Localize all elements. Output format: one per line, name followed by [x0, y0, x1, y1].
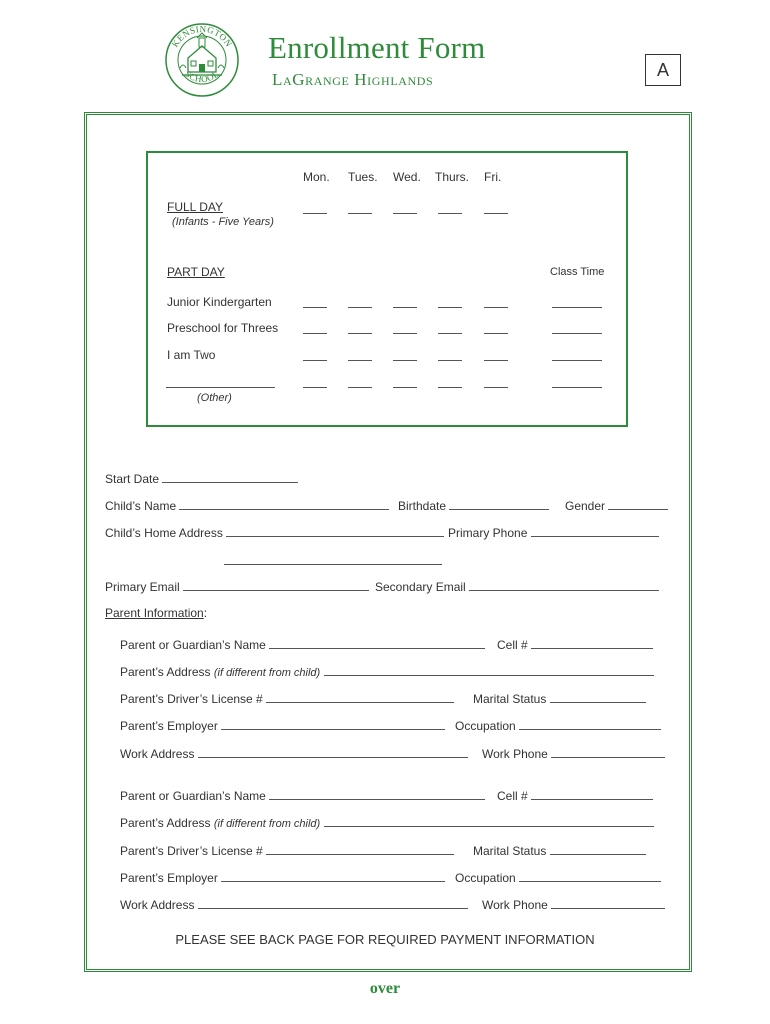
p1-guardian-name-field[interactable]	[269, 637, 485, 649]
part-day-row-3-day-4-field[interactable]	[484, 376, 508, 388]
p2-work-address-label: Work Address	[120, 898, 195, 912]
part-day-row-0-day-3-field[interactable]	[438, 296, 462, 308]
part-day-label: PART DAY	[167, 265, 225, 279]
p2-cell-field[interactable]	[531, 788, 653, 800]
part-day-row-2-day-3-field[interactable]	[438, 349, 462, 361]
birthdate-label: Birthdate	[398, 499, 447, 513]
part-day-row-1-class-time-field[interactable]	[552, 322, 602, 334]
program-other-field[interactable]	[166, 376, 275, 388]
p2-license-label: Parent’s Driver’s License #	[120, 844, 263, 858]
part-day-row-0-class-time-field[interactable]	[552, 296, 602, 308]
p2-occupation-label: Occupation	[455, 871, 516, 885]
p1-work-address-label: Work Address	[120, 747, 195, 761]
program-other-note: (Other)	[197, 392, 232, 404]
full-day-note: (Infants - Five Years)	[172, 216, 274, 228]
part-day-row-2-day-4-field[interactable]	[484, 349, 508, 361]
over-label: over	[369, 980, 401, 997]
payment-notice: PLEASE SEE BACK PAGE FOR REQUIRED PAYMENT INFORMATION	[175, 932, 595, 947]
birthdate-field[interactable]	[449, 498, 549, 510]
day-header-wed: Wed.	[393, 170, 421, 184]
part-day-row-0-day-2-field[interactable]	[393, 296, 417, 308]
form-letter-box: A	[645, 54, 681, 86]
p1-employer-field[interactable]	[221, 718, 445, 730]
part-day-row-3-day-3-field[interactable]	[438, 376, 462, 388]
p2-address-note: (if different from child)	[213, 818, 321, 830]
home-address-field[interactable]	[226, 525, 444, 537]
part-day-row-1-day-3-field[interactable]	[438, 322, 462, 334]
part-day-row-1-day-4-field[interactable]	[484, 322, 508, 334]
part-day-row-1-day-2-field[interactable]	[393, 322, 417, 334]
day-header-fri: Fri.	[484, 170, 502, 184]
secondary-email-label: Secondary Email	[375, 580, 466, 594]
logo-text-top: KENSINGTON	[169, 23, 235, 49]
p1-license-label: Parent’s Driver’s License #	[120, 692, 263, 706]
p1-work-phone-label: Work Phone	[482, 747, 548, 761]
part-day-row-3-class-time-field[interactable]	[552, 376, 602, 388]
p1-occupation-field[interactable]	[519, 718, 661, 730]
p1-cell-label: Cell #	[497, 638, 528, 652]
start-date-field[interactable]	[162, 471, 298, 483]
school-logo	[164, 22, 240, 98]
part-day-row-2-day-2-field[interactable]	[393, 349, 417, 361]
p1-address-label: Parent’s Address	[120, 665, 211, 679]
start-date-label: Start Date	[105, 472, 160, 486]
p2-address-label: Parent’s Address	[120, 816, 211, 830]
p2-cell-label: Cell #	[497, 789, 528, 803]
p2-guardian-name-label: Parent or Guardian’s Name	[120, 789, 266, 803]
day-header-tue: Tues.	[348, 170, 378, 184]
p1-marital-field[interactable]	[550, 691, 646, 703]
p1-address-note: (if different from child)	[213, 667, 321, 679]
full-day-day-1-field[interactable]	[348, 202, 372, 214]
form-title: Enrollment Form	[268, 30, 486, 65]
p2-license-field[interactable]	[266, 843, 454, 855]
p1-guardian-name-label: Parent or Guardian’s Name	[120, 638, 266, 652]
full-day-day-3-field[interactable]	[438, 202, 462, 214]
secondary-email-field[interactable]	[469, 579, 659, 591]
p1-employer-label: Parent’s Employer	[120, 719, 218, 733]
part-day-row-2-day-1-field[interactable]	[348, 349, 372, 361]
day-header-thu: Thurs.	[435, 170, 470, 184]
home-address-line2-field[interactable]	[224, 553, 442, 565]
full-day-label: FULL DAY	[167, 200, 224, 214]
part-day-row-0-day-4-field[interactable]	[484, 296, 508, 308]
full-day-day-4-field[interactable]	[484, 202, 508, 214]
primary-phone-field[interactable]	[531, 525, 659, 537]
p2-marital-field[interactable]	[550, 843, 646, 855]
part-day-row-0-day-0-field[interactable]	[303, 296, 327, 308]
part-day-row-3-day-2-field[interactable]	[393, 376, 417, 388]
p2-work-address-field[interactable]	[198, 897, 468, 909]
p2-guardian-name-field[interactable]	[269, 788, 485, 800]
class-time-label: Class Time	[550, 266, 605, 278]
home-address-label: Child’s Home Address	[105, 526, 223, 540]
part-day-row-2-day-0-field[interactable]	[303, 349, 327, 361]
child-name-field[interactable]	[179, 498, 389, 510]
gender-label: Gender	[565, 499, 606, 513]
full-day-day-0-field[interactable]	[303, 202, 327, 214]
part-day-row-3-day-1-field[interactable]	[348, 376, 372, 388]
p2-employer-field[interactable]	[221, 870, 445, 882]
full-day-day-2-field[interactable]	[393, 202, 417, 214]
part-day-row-2-class-time-field[interactable]	[552, 349, 602, 361]
parent-info-colon: :	[203, 606, 208, 620]
part-day-row-0-day-1-field[interactable]	[348, 296, 372, 308]
part-day-row-1-day-0-field[interactable]	[303, 322, 327, 334]
child-name-label: Child’s Name	[105, 499, 177, 513]
p1-work-phone-field[interactable]	[551, 746, 665, 758]
primary-email-field[interactable]	[183, 579, 369, 591]
part-day-row-3-day-0-field[interactable]	[303, 376, 327, 388]
day-header-mon: Mon.	[303, 170, 330, 184]
logo-text-bottom: SCHOOL	[183, 68, 221, 85]
p1-marital-label: Marital Status	[473, 692, 547, 706]
p2-occupation-field[interactable]	[519, 870, 661, 882]
program-i-am-two: I am Two	[167, 348, 216, 362]
p2-address-field[interactable]	[324, 815, 654, 827]
form-subtitle: LaGrange Highlands	[272, 70, 434, 89]
gender-field[interactable]	[608, 498, 668, 510]
parent-info-heading: Parent Information	[105, 606, 204, 620]
part-day-row-1-day-1-field[interactable]	[348, 322, 372, 334]
p2-employer-label: Parent’s Employer	[120, 871, 218, 885]
p1-cell-field[interactable]	[531, 637, 653, 649]
p2-work-phone-label: Work Phone	[482, 898, 548, 912]
program-preschool-threes: Preschool for Threes	[167, 321, 279, 335]
p1-address-field[interactable]	[324, 664, 654, 676]
program-junior-kindergarten: Junior Kindergarten	[167, 295, 272, 309]
primary-email-label: Primary Email	[105, 580, 180, 594]
p1-work-address-field[interactable]	[198, 746, 468, 758]
p1-license-field[interactable]	[266, 691, 454, 703]
primary-phone-label: Primary Phone	[448, 526, 528, 540]
p2-work-phone-field[interactable]	[551, 897, 665, 909]
p2-marital-label: Marital Status	[473, 844, 547, 858]
p1-occupation-label: Occupation	[455, 719, 516, 733]
